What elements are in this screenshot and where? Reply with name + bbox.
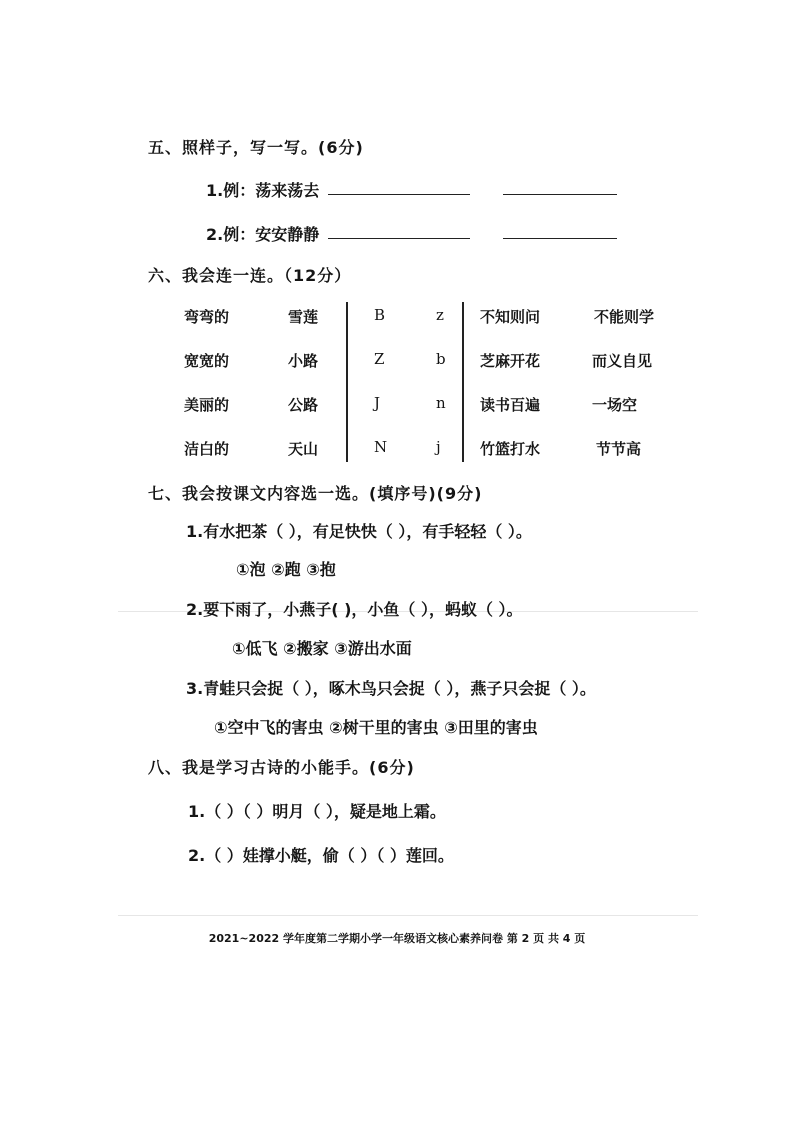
- match-letter: n: [436, 394, 446, 412]
- match-item: 读书百遍: [480, 396, 541, 414]
- section-5-q2: 2.例：安安静静: [206, 225, 320, 244]
- divider-line: [462, 302, 464, 462]
- section-7-q1-options: ①泡 ②跑 ③抱: [236, 560, 336, 579]
- match-item: 芝麻开花: [480, 352, 541, 370]
- match-letter: J: [374, 394, 381, 412]
- section-7-q2-options: ①低飞 ②搬家 ③游出水面: [232, 639, 412, 658]
- match-item: 不能则学: [594, 308, 655, 326]
- match-item: 天山: [288, 440, 319, 458]
- section-8-title: 八、我是学习古诗的小能手。(6分): [148, 758, 415, 777]
- match-letter: B: [374, 306, 386, 324]
- section-6-title: 六、我会连一连。（12分）: [148, 266, 352, 285]
- section-7-title: 七、我会按课文内容选一选。(填序号)(9分): [148, 484, 483, 503]
- match-item: 而义自见: [592, 352, 653, 370]
- answer-line[interactable]: [503, 194, 617, 195]
- match-item: 节节高: [596, 440, 642, 458]
- answer-line[interactable]: [328, 194, 470, 195]
- section-7-q2: 2.要下雨了，小燕子( )，小鱼（ ），蚂蚁（ ）。: [186, 600, 523, 619]
- match-item: 雪莲: [288, 308, 319, 326]
- match-item: 一场空: [592, 396, 638, 414]
- match-item: 宽宽的: [184, 352, 230, 370]
- match-item: 小路: [288, 352, 319, 370]
- section-5-q1: 1.例：荡来荡去: [206, 181, 320, 200]
- match-item: 不知则问: [480, 308, 541, 326]
- answer-line[interactable]: [503, 238, 617, 239]
- section-8-q1: 1.（ ）（ ）明月（ ），疑是地上霜。: [188, 802, 446, 821]
- section-5-title: 五、照样子，写一写。(6分): [148, 138, 364, 157]
- match-letter: z: [436, 306, 444, 324]
- match-letter: j: [436, 438, 441, 456]
- match-item: 洁白的: [184, 440, 230, 458]
- match-item: 公路: [288, 396, 319, 414]
- page-footer: 2021~2022 学年度第二学期小学一年级语文核心素养问卷 第 2 页 共 4 页: [208, 932, 586, 945]
- match-item: 竹篮打水: [480, 440, 541, 458]
- section-7-q3: 3.青蛙只会捉（ ），啄木鸟只会捉（ ），燕子只会捉（ ）。: [186, 679, 596, 698]
- match-letter: N: [374, 438, 388, 456]
- section-7-q1: 1.有水把茶（ ），有足快快（ ），有手轻轻（ ）。: [186, 522, 532, 541]
- match-letter: b: [436, 350, 446, 368]
- section-8-q2: 2.（ ）娃撑小艇，偷（ ）（ ）莲回。: [188, 846, 454, 865]
- section-7-q3-options: ①空中飞的害虫 ②树干里的害虫 ③田里的害虫: [214, 718, 538, 737]
- divider-line: [346, 302, 348, 462]
- match-item: 弯弯的: [184, 308, 230, 326]
- answer-line[interactable]: [328, 238, 470, 239]
- match-item: 美丽的: [184, 396, 230, 414]
- fold-line-bottom: [118, 915, 698, 916]
- match-letter: Z: [374, 350, 385, 368]
